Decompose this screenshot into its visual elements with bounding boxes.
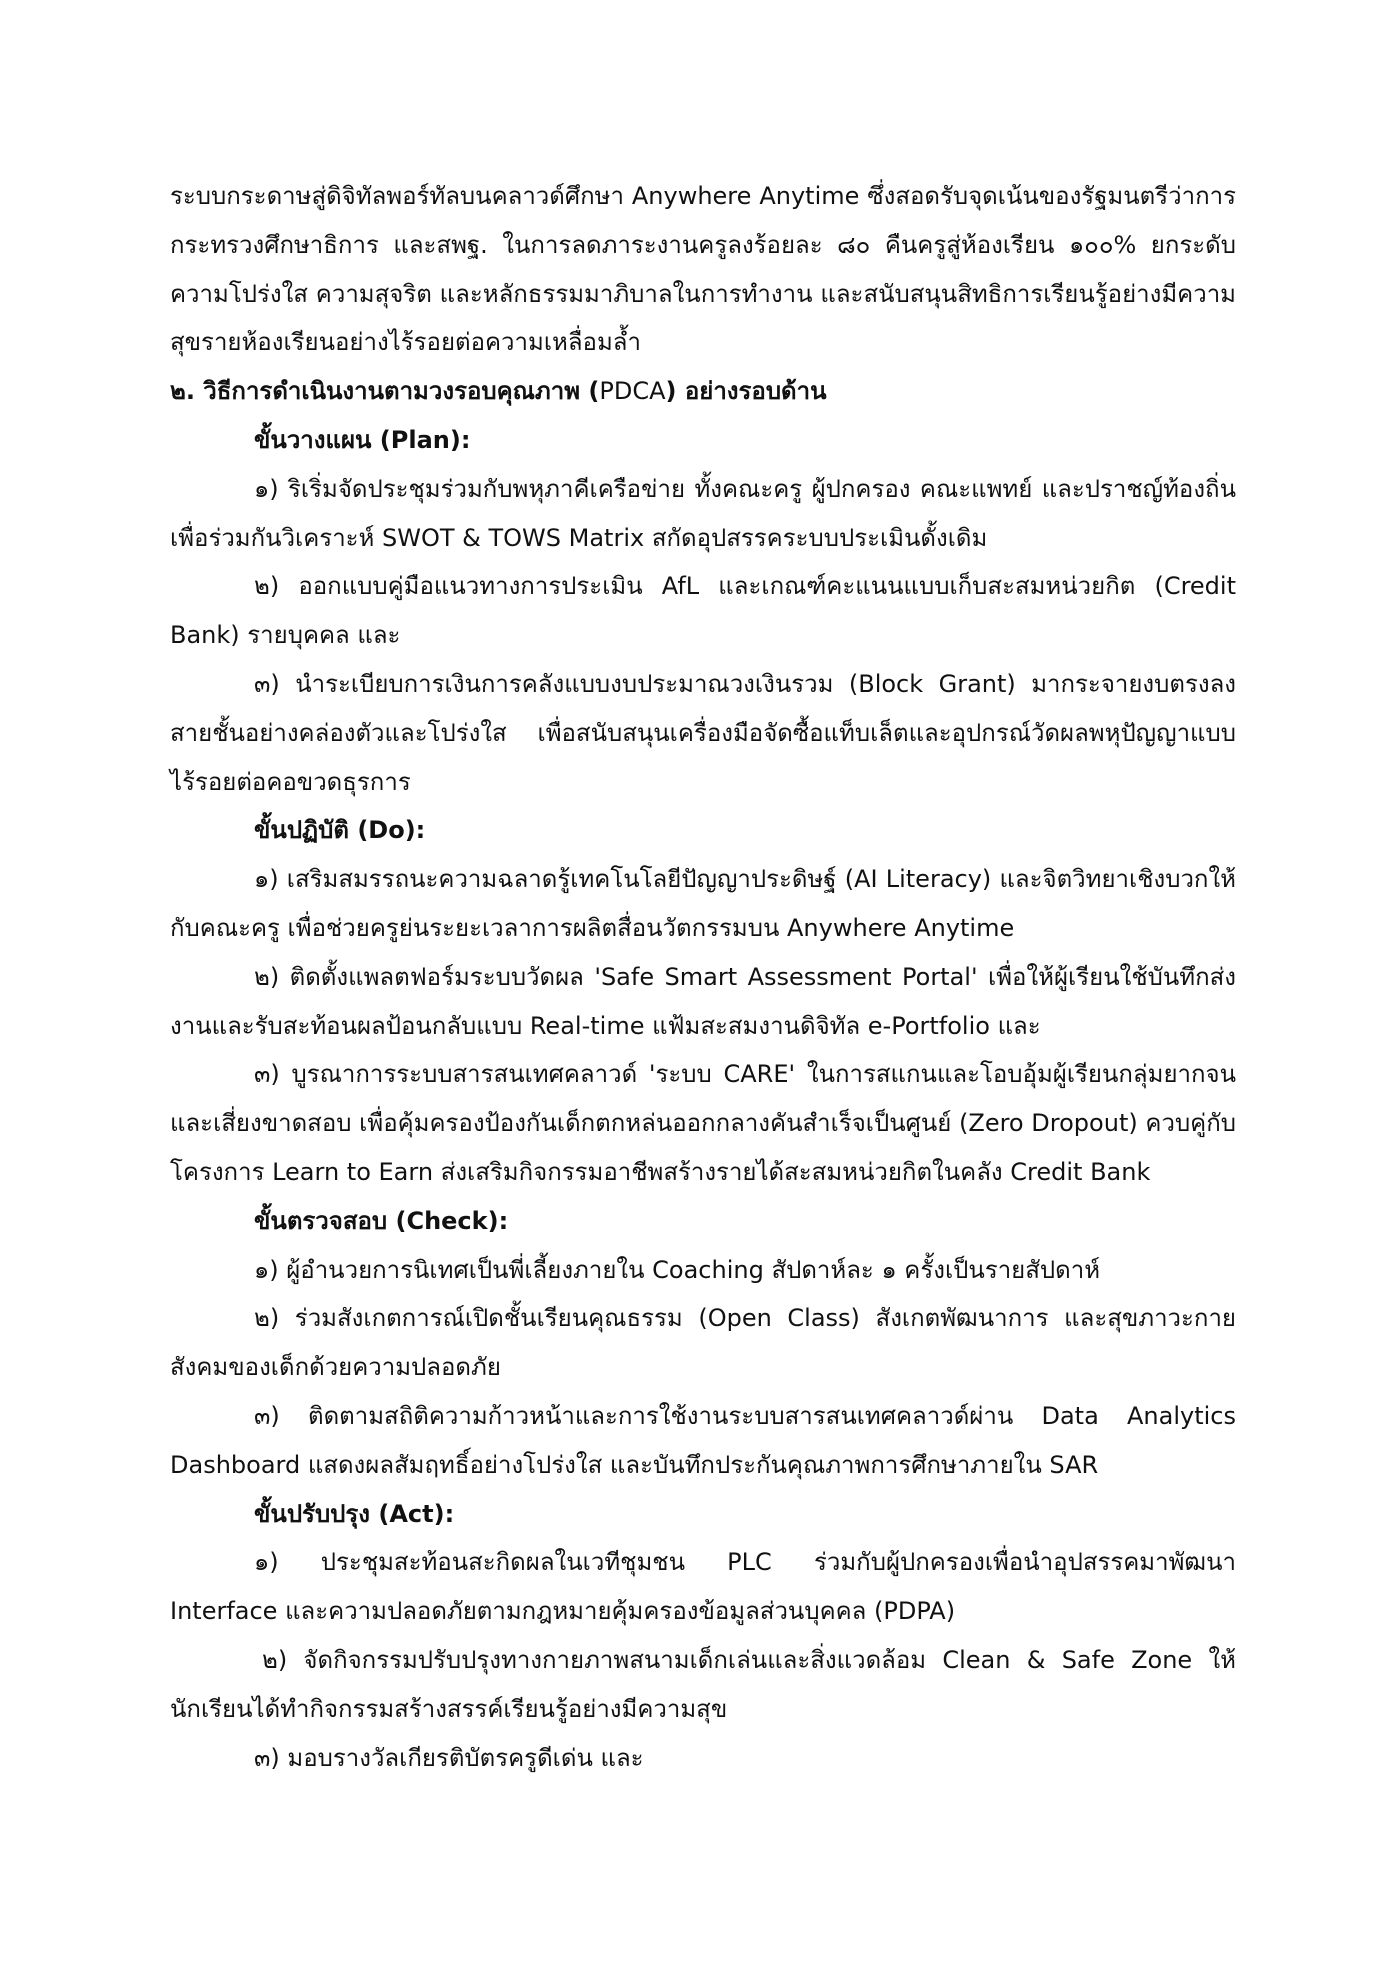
plan-heading: ขั้นวางแผน (Plan): (254, 425, 471, 454)
act-item-2: ๒) จัดกิจกรรมปรับปรุงทางกายภาพสนามเด็กเล่นและสิ่งแวดล้อม Clean & Safe Zone ให้นักเรียนได้ทำกิจกรรมสร้างสรรค์เรียนรู้อย่างมีความสุข (170, 1645, 1236, 1723)
do-item-1: ๑) เสริมสมรรถนะความฉลาดรู้เทคโนโลยีปัญญาประดิษฐ์ (AI Literacy) และจิตวิทยาเชิงบวกให้กับคณะครู เพื่อช่วยครูย่นระยะเวลาการผลิตสื่อนวัตกรรมบน Anywhere Anytime (170, 865, 1236, 942)
document-page (170, 172, 1236, 1782)
section-heading (170, 367, 1236, 416)
section-heading-acronym: PDCA (599, 377, 666, 406)
check-item-1: ๑) ผู้อำนวยการนิเทศเป็นพี่เลี้ยงภายใน Coaching สัปดาห์ละ ๑ ครั้งเป็นรายสัปดาห์ (254, 1255, 1101, 1284)
section-heading-suffix: ) อย่างรอบด้าน (665, 377, 827, 406)
plan-item-3: ๓) นำระเบียบการเงินการคลังแบบงบประมาณวงเงินรวม (Block Grant) มากระจายงบตรงลงสายชั้นอย่างคล่องตัวและโปร่งใส เพื่อสนับสนุนเครื่องมือจัดซื้อแท็บเล็ตและอุปกรณ์วัดผลพหุปัญญาแบบไร้รอยต่อคอขวดธุรการ (170, 669, 1236, 796)
intro-paragraph: ระบบกระดาษสู่ดิจิทัลพอร์ทัลบนคลาวด์ศึกษา Anywhere Anytime ซึ่งสอดรับจุดเน้นของรัฐมนตรีว่าการกระทรวงศึกษาธิการ และสพฐ. ในการลดภาระงานครูลงร้อยละ ๘๐ คืนครูสู่ห้องเรียน ๑๐๐% ยกระดับความโปร่งใส ความสุจริต และหลักธรรมมาภิบาลในการทำงาน และสนับสนุนสิทธิการเรียนรู้อย่างมีความสุขรายห้องเรียนอย่างไร้รอยต่อความเหลื่อมล้ำ (170, 182, 1236, 357)
check-item-2: ๒) ร่วมสังเกตการณ์เปิดชั้นเรียนคุณธรรม (Open Class) สังเกตพัฒนาการ และสุขภาวะกายสังคมของเด็กด้วยความปลอดภัย (170, 1304, 1236, 1382)
check-heading: ขั้นตรวจสอบ (Check): (254, 1206, 509, 1235)
do-item-2: ๒) ติดตั้งแพลตฟอร์มระบบวัดผล 'Safe Smart Assessment Portal' เพื่อให้ผู้เรียนใช้บันทึกส่งงานและรับสะท้อนผลป้อนกลับแบบ Real-time แฟ้มสะสมงานดิจิทัล e-Portfolio และ (170, 962, 1236, 1040)
do-heading: ขั้นปฏิบัติ (Do): (254, 816, 426, 845)
section-heading-text: ๒. วิธีการดำเนินงานตามวงรอบคุณภาพ ( (170, 377, 600, 406)
check-item-3: ๓) ติดตามสถิติความก้าวหน้าและการใช้งานระบบสารสนเทศคลาวด์ผ่าน Data Analytics Dashboard แสดงผลสัมฤทธิ์อย่างโปร่งใส และบันทึกประกันคุณภาพการศึกษาภายใน SAR (170, 1401, 1236, 1479)
plan-item-1: ๑) ริเริ่มจัดประชุมร่วมกับพหุภาคีเครือข่าย ทั้งคณะครู ผู้ปกครอง คณะแพทย์ และปราชญ์ท้องถิ่นเพื่อร่วมกันวิเคราะห์ SWOT & TOWS Matrix สกัดอุปสรรคระบบประเมินดั้งเดิม (170, 474, 1236, 552)
act-heading: ขั้นปรับปรุง (Act): (254, 1499, 455, 1528)
act-item-1: ๑) ประชุมสะท้อนสะกิดผลในเวทีชุมชน PLC ร่วมกับผู้ปกครองเพื่อนำอุปสรรคมาพัฒนา Interface และความปลอดภัยตามกฎหมายคุ้มครองข้อมูลส่วนบุคคล (PDPA) (170, 1548, 1236, 1626)
plan-item-2: ๒) ออกแบบคู่มือแนวทางการประเมิน AfL และเกณฑ์คะแนนแบบเก็บสะสมหน่วยกิต (Credit Bank) รายบุคคล และ (170, 572, 1236, 650)
act-item-3: ๓) มอบรางวัลเกียรติบัตรครูดีเด่น และ (254, 1743, 644, 1772)
do-item-3: ๓) บูรณาการระบบสารสนเทศคลาวด์ 'ระบบ CARE' ในการสแกนและโอบอุ้มผู้เรียนกลุ่มยากจนและเสี่ยงขาดสอบ เพื่อคุ้มครองป้องกันเด็กตกหล่นออกกลางคันสำเร็จเป็นศูนย์ (Zero Dropout) ควบคู่กับโครงการ Learn to Earn ส่งเสริมกิจกรรมอาชีพสร้างรายได้สะสมหน่วยกิตในคลัง Credit Bank (170, 1060, 1236, 1186)
